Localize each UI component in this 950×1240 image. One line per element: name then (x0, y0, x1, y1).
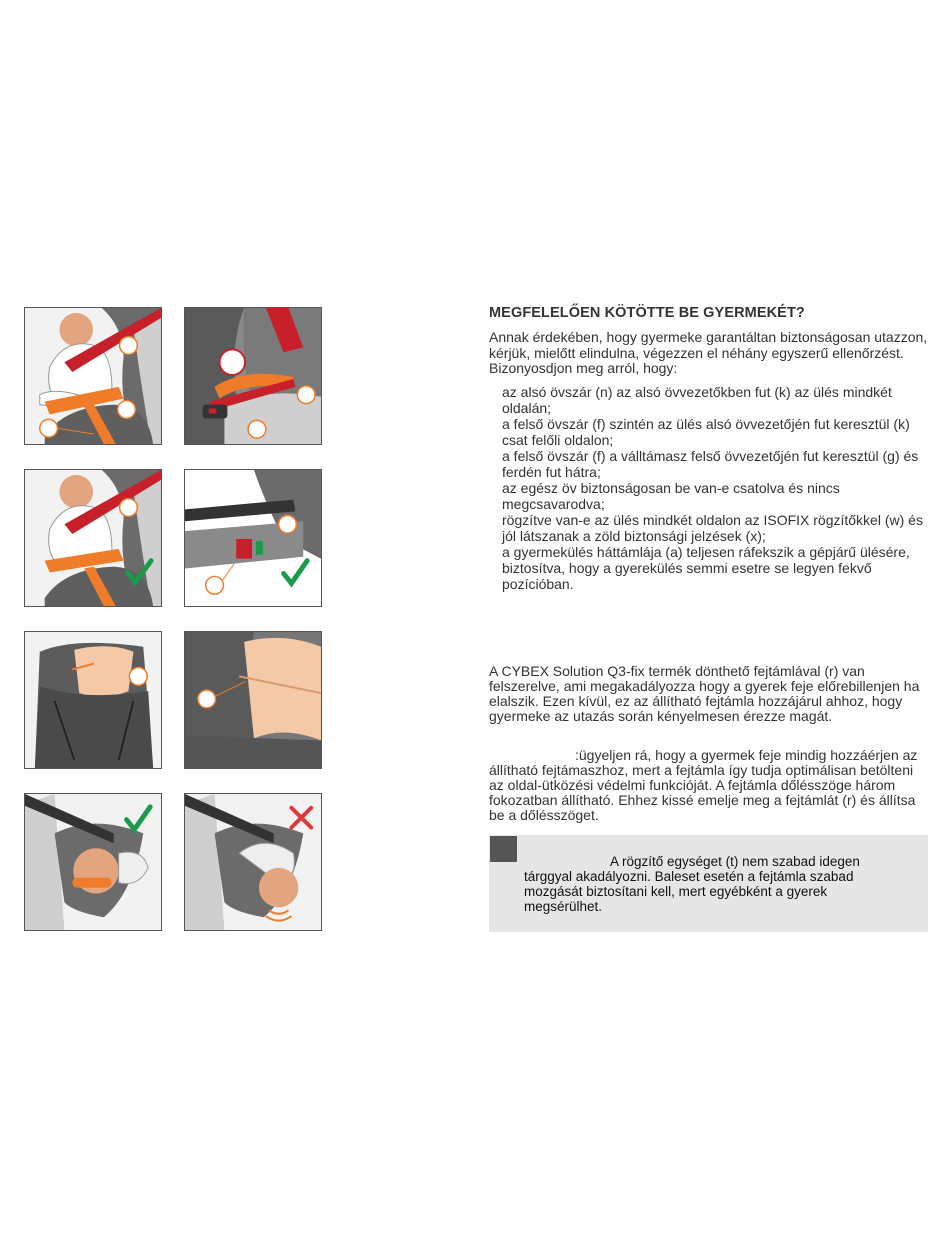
list-item: rögzítve van-e az ülés mindkét oldalon az ISOFIX rögzítőkkel (w) és jól látszanak a zöld biztonsági jelzések (x); (502, 512, 923, 544)
section-heading: MEGFELELŐEN KÖTÖTTE BE GYERMEKÉT? (489, 305, 805, 321)
illustration-head-on-headrest-ok (24, 793, 162, 931)
check-list (502, 384, 932, 592)
illustration-belted-child-ok (24, 469, 162, 607)
illustration-isofix-indicator-ok (184, 469, 322, 607)
list-item: a felső övszár (f) a válltámasz felső övvezetőjén fut keresztül (g) és ferdén fut hátra; (502, 448, 919, 480)
illustration-headrest-tilt (24, 631, 162, 769)
warning-mark-icon (490, 836, 517, 862)
intro-paragraph: Annak érdekében, hogy gyermeke garantáltan biztonságosan utazzon, kérjük, mielőtt elindulna, végezzen el néhány egyszerű ellenőrzést. Bizonyosdjon meg arról, hogy: (489, 329, 928, 376)
illustration-headrest-lock-detail (184, 631, 322, 769)
list-item: az egész öv biztonságosan be van-e csatolva és nincs megcsavarodva; (502, 480, 840, 512)
list-item: a gyermekülés háttámlája (a) teljesen ráfekszik a gépjárű ülésére, biztosítva, hogy a gyerekülés semmi esetre se legyen fekvő pozícióban. (502, 544, 910, 592)
note-text: :ügyeljen rá, hogy a gyermek feje mindig hozzáérjen az állítható fejtámaszhoz, mert a fejtámla így tudja optimálisan betölteni az oldal-ütközési védelmi funkcióját. A fejtámla dőlésszöge három fokozatban állítható. Ehhez kissé emelje meg a fejtámlát (r) és állítsa be a dőlésszöget. (489, 747, 918, 823)
list-item: a felső övszár (f) szintén az ülés alsó övvezetőjén fut keresztül (k) csat felőli oldalon; (502, 416, 910, 448)
illustration-belt-routing-child (24, 307, 162, 445)
warning-box (489, 835, 928, 932)
list-item: az alsó övszár (n) az alsó övvezetőkben fut (k) az ülés mindkét oldalán; (502, 384, 892, 416)
illustration-belt-guide-closeup (184, 307, 322, 445)
illustration-head-forward-wrong (184, 793, 322, 931)
headrest-paragraph: A CYBEX Solution Q3-fix termék dönthető fejtámlával (r) van felszerelve, ami megakadályozza hogy a gyerek feje előrebillenjen ha elalszik. Ezen kívül, ez az állítható fejtámla hozzájárul ahhoz, hogy gyermeke az utazás során kényelmesen érezze magát. (489, 663, 920, 724)
warning-text: A rögzítő egységet (t) nem szabad idegen tárggyal akadályozni. Baleset esetén a fejtámla szabad mozgását biztosítani kell, mert egyébként a gyerek megsérülhet. (524, 854, 860, 914)
note-paragraph (489, 748, 929, 823)
warning-text-block (524, 854, 884, 914)
